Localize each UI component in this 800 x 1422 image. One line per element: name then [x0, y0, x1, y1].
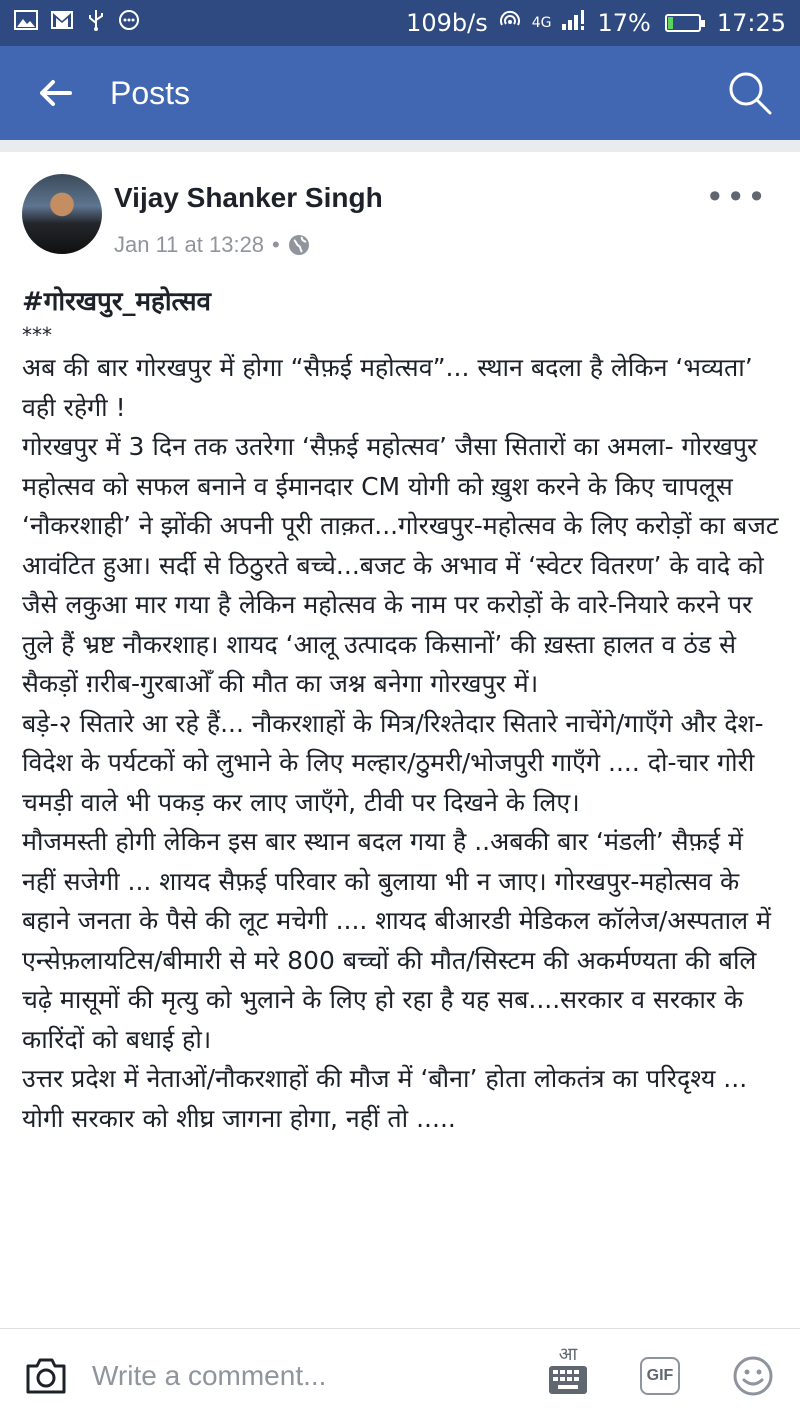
post-body — [22, 282, 782, 1138]
post-paragraph: अब की बार गोरखपुर में होगा “सैफ़ई महोत्सव”... स्थान बदला है लेकिन ‘भव्यता’ वही रहेगी ! — [22, 353, 753, 422]
gmail-icon — [50, 10, 74, 36]
gif-button[interactable]: GIF — [640, 1357, 680, 1395]
wifi-hotspot-icon — [498, 9, 522, 37]
more-options-button[interactable]: ••• — [705, 178, 768, 216]
smiley-icon — [732, 1355, 774, 1397]
post-paragraph: मौजमस्ती होगी लेकिन इस बार स्थान बदल गया है ..अबकी बार ‘मंडली’ सैफ़ई में नहीं सजेगी ... शायद सैफ़ई परिवार को बुलाया भी न जाए। गोरखपुर-महोत्सव के बहाने जनता के पैसे की लूट मचेगी .... शायद बीआरडी मेडिकल कॉलेज/अस्पताल में एन्सेफ़लायटिस/बीमारी से मरे 800 बच्चों की मौत/सिस्टम की अकर्मण्यता की बलि चढ़े मासूमों की मृत्यु को भुलाने के लिए हो रहा है यह सब....सरकार व सरकार के कारिंदों को बधाई हो। — [22, 827, 771, 1054]
post-paragraph: बड़े-२ सितारे आ रहे हैं... नौकरशाहों के मित्र/रिश्तेदार सितारे नाचेंगे/गाएँगे और देश-विदेश के पर्यटकों को लुभाने के लिए मल्हार/ठुमरी/भोजपुरी गाएँगे .... दो-चार गोरी चमड़ी वाले भी पकड़ कर लाए जाएँगे, टीवी पर दिखने के लिए। — [22, 708, 764, 817]
post-separator-text: *** — [22, 323, 52, 347]
clock: 17:25 — [716, 9, 786, 37]
keyboard-language-button[interactable] — [540, 1345, 596, 1407]
comment-bar — [0, 1328, 800, 1422]
hashtag-link[interactable]: #गोरखपुर_महोत्सव — [22, 287, 212, 317]
back-arrow-icon — [38, 79, 72, 107]
camera-icon — [24, 1356, 68, 1396]
keyboard-language-label: आ — [558, 1344, 578, 1365]
globe-icon — [288, 234, 310, 256]
battery-icon — [665, 14, 701, 32]
keyboard-icon — [548, 1365, 588, 1395]
network-speed: 109b/s — [406, 9, 488, 37]
battery-level — [668, 17, 673, 29]
search-button[interactable] — [700, 46, 800, 140]
image-icon — [14, 10, 38, 36]
meta-separator: • — [272, 232, 280, 257]
post-meta — [114, 232, 310, 258]
page-title: Posts — [110, 74, 191, 111]
network-type: 4G — [531, 15, 552, 31]
app-bar — [0, 46, 800, 140]
battery-percent: 17% — [597, 9, 651, 37]
camera-button[interactable] — [0, 1329, 92, 1422]
post-paragraph: उत्तर प्रदेश में नेताओं/नौकरशाहों की मौज में ‘बौना’ होता लोकतंत्र का परिदृश्य ... — [22, 1064, 748, 1093]
signal-icon — [561, 9, 587, 37]
notification-icons — [14, 9, 140, 37]
search-icon — [727, 70, 773, 116]
post-paragraph: योगी सरकार को शीघ्र जागना होगा, नहीं तो ..... — [22, 1103, 456, 1133]
chat-icon — [118, 9, 140, 37]
system-indicators — [406, 9, 786, 37]
author-name[interactable]: Vijay Shanker Singh — [114, 182, 383, 213]
back-button[interactable] — [0, 46, 110, 140]
emoji-button[interactable] — [732, 1355, 774, 1397]
comment-input[interactable] — [92, 1360, 512, 1392]
status-bar — [0, 0, 800, 46]
usb-icon — [86, 9, 106, 37]
avatar[interactable] — [22, 174, 102, 254]
post-card — [0, 152, 800, 1328]
post-timestamp[interactable]: Jan 11 at 13:28 — [114, 232, 265, 257]
post-paragraph: गोरखपुर में 3 दिन तक उतरेगा ‘सैफ़ई महोत्सव’ जैसा सितारों का अमला- गोरखपुर महोत्सव को सफल बनाने व ईमानदार CM योगी को ख़ुश करने के किए चापलूस ‘नौकरशाही’ ने झोंकी अपनी पूरी ताक़त...गोरखपुर-महोत्सव के लिए करोड़ों का बजट आवंटित हुआ। सर्दी से ठिठुरते बच्चे...बजट के अभाव में ‘स्वेटर वितरण’ के वादे को जैसे लकुआ मार गया है लेकिन महोत्सव के नाम पर करोड़ों के वारे-नियारे करने पर तुले हैं भ्रष्ट नौकरशाह। शायद ‘आलू उत्पादक किसानों’ की ख़स्ता हालत व ठंड से सैकड़ों ग़रीब-गुरबाओँ की मौत का जश्न बनेगा गोरखपुर में। — [22, 432, 779, 698]
